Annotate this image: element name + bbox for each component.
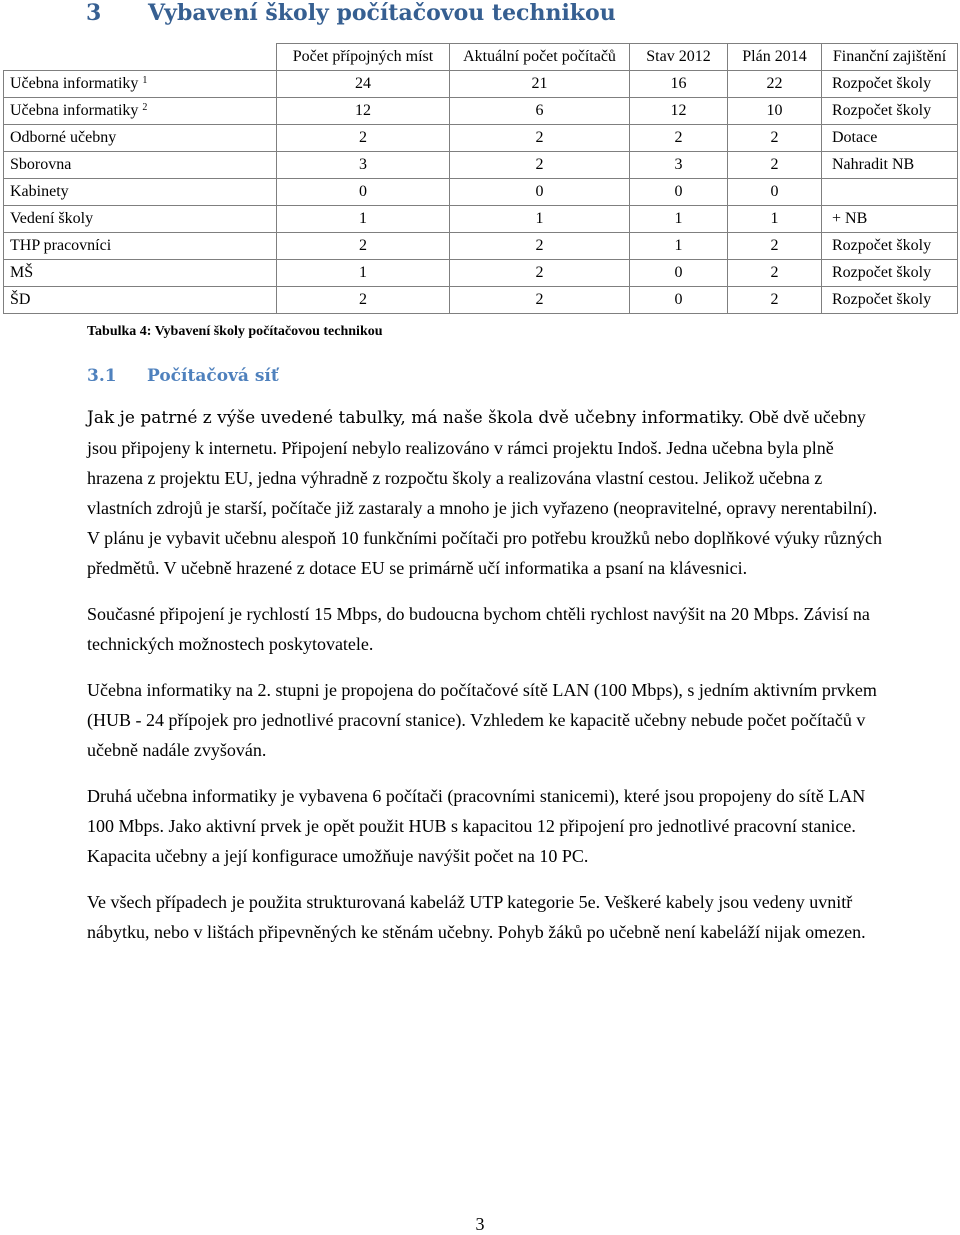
paragraph: Současné připojení je rychlostí 15 Mbps, do budoucna bychom chtěli rychlost navýšit na 20 Mbps. Závisí na technických možnostech poskytovatele.	[87, 604, 870, 654]
row-label	[4, 260, 277, 287]
table-cell: 2	[450, 260, 630, 287]
table-cell: 0	[630, 260, 728, 287]
paragraph-rest: Obě dvě učebny jsou připojeny k internetu. Připojení nebylo realizováno v rámci projektu Indoš. Jedna učebna byla plně hrazena z projektu EU, jedna výhradně z rozpočtu školy a realizována vlastní cestou. Jelikož učebna z vlastních zdrojů je starší, počítače již zastaraly a mnoho je jich vyřazeno (neopravitelné, opravy nerentabilní). V plánu je vybavit učebnu alespoň 10 funkčními počítači pro potřebu kroužků nebo doplňkové výuky různých předmětů. V učebně hrazené z dotace EU se primárně učí informatika a psaní na klávesnici.	[87, 407, 882, 578]
row-label-text: Kabinety	[10, 183, 69, 200]
table-row	[4, 179, 958, 206]
table-row	[4, 71, 958, 98]
table-row	[4, 98, 958, 125]
row-label-text: MŠ	[10, 264, 34, 281]
row-label-text: Sborovna	[10, 156, 72, 173]
table-row	[4, 287, 958, 314]
table-cell: 2	[630, 125, 728, 152]
chapter-heading	[86, 0, 616, 26]
row-label-text: THP pracovníci	[10, 237, 112, 254]
table-cell: 1	[277, 206, 450, 233]
table-cell: 0	[450, 179, 630, 206]
table-cell: 2	[728, 233, 822, 260]
column-header: Plán 2014	[728, 44, 822, 71]
table-cell: 2	[277, 233, 450, 260]
financing-cell	[822, 179, 958, 206]
table-cell: 6	[450, 98, 630, 125]
table-cell: 1	[728, 206, 822, 233]
table-cell: 24	[277, 71, 450, 98]
paragraph	[87, 402, 887, 583]
paragraph: Ve všech případech je použita strukturovaná kabeláž UTP kategorie 5e. Veškeré kabely jsou vedeny uvnitř nábytku, nebo v lištách připevněných ke stěnám učebny. Pohyb žáků po učebně není kabeláží nijak omezen.	[87, 892, 866, 942]
table-cell: 2	[728, 152, 822, 179]
paragraph-lead: Jak je patrné z výše uvedené tabulky, má naše škola dvě učebny informatiky.	[87, 408, 745, 428]
table-row	[4, 152, 958, 179]
table-caption: Tabulka 4: Vybavení školy počítačovou technikou	[87, 324, 383, 339]
table-cell: 1	[630, 233, 728, 260]
table-cell: 22	[728, 71, 822, 98]
row-label	[4, 152, 277, 179]
table-cell: 2	[728, 287, 822, 314]
table-header-row	[4, 44, 958, 71]
table-cell: 2	[450, 233, 630, 260]
row-label	[4, 287, 277, 314]
row-label	[4, 206, 277, 233]
financing-cell: Nahradit NB	[822, 152, 958, 179]
financing-cell: Rozpočet školy	[822, 287, 958, 314]
table-cell: 0	[630, 179, 728, 206]
row-label	[4, 98, 277, 125]
table-cell: 12	[277, 98, 450, 125]
table-cell: 1	[277, 260, 450, 287]
table-cell: 1	[450, 206, 630, 233]
financing-cell: Dotace	[822, 125, 958, 152]
section-title: Počítačová síť	[147, 366, 279, 386]
table-cell: 1	[630, 206, 728, 233]
table-cell: 0	[728, 179, 822, 206]
financing-cell: Rozpočet školy	[822, 98, 958, 125]
table-cell: 2	[728, 260, 822, 287]
row-label-text: Odborné učebny	[10, 129, 117, 146]
column-header: Stav 2012	[630, 44, 728, 71]
financing-cell: Rozpočet školy	[822, 71, 958, 98]
table-cell: 10	[728, 98, 822, 125]
column-header: Počet přípojných míst	[277, 44, 450, 71]
row-label-text: Učebna informatiky	[10, 75, 139, 92]
chapter-title: Vybavení školy počítačovou technikou	[148, 0, 616, 26]
table-cell: 2	[450, 125, 630, 152]
table-cell: 12	[630, 98, 728, 125]
paragraph: Učebna informatiky na 2. stupni je propojena do počítačové sítě LAN (100 Mbps), s jedním aktivním prvkem (HUB - 24 přípojek pro jednotlivé pracovní stanice). Vzhledem ke kapacitě učebny nebude počet počítačů v učebně nadále zvyšován.	[87, 680, 877, 760]
row-label-text: Vedení školy	[10, 210, 94, 227]
row-label	[4, 233, 277, 260]
financing-cell: Rozpočet školy	[822, 260, 958, 287]
table-cell: 21	[450, 71, 630, 98]
table-cell: 3	[630, 152, 728, 179]
row-label	[4, 71, 277, 98]
row-label	[4, 125, 277, 152]
column-header: Aktuální počet počítačů	[450, 44, 630, 71]
table-row	[4, 233, 958, 260]
table-cell: 0	[630, 287, 728, 314]
table-corner	[4, 44, 277, 71]
column-header: Finanční zajištění	[822, 44, 958, 71]
table-row	[4, 125, 958, 152]
section-heading	[87, 366, 279, 386]
table-cell: 2	[728, 125, 822, 152]
table-cell: 16	[630, 71, 728, 98]
table-cell: 0	[277, 179, 450, 206]
footnote-marker: 2	[142, 102, 148, 113]
table-cell: 2	[450, 152, 630, 179]
row-label	[4, 179, 277, 206]
section-number: 3.1	[87, 366, 117, 386]
table-row	[4, 206, 958, 233]
financing-cell: + NB	[822, 206, 958, 233]
page-number: 3	[475, 1214, 485, 1234]
table-row	[4, 260, 958, 287]
chapter-number: 3	[86, 0, 102, 26]
row-label-text: Učebna informatiky	[10, 102, 139, 119]
financing-cell: Rozpočet školy	[822, 233, 958, 260]
body-text	[87, 402, 887, 963]
table-cell: 2	[277, 125, 450, 152]
table-cell: 3	[277, 152, 450, 179]
table-cell: 2	[277, 287, 450, 314]
paragraph: Druhá učebna informatiky je vybavena 6 počítači (pracovními stanicemi), které jsou propojeny do sítě LAN 100 Mbps. Jako aktivní prvek je opět použit HUB s kapacitou 12 připojení pro jednotlivé pracovní stanice. Kapacita učebny a její konfigurace umožňuje navýšit počet na 10 PC.	[87, 786, 866, 866]
footnote-marker: 1	[142, 75, 148, 86]
equipment-table	[3, 43, 958, 314]
table-cell: 2	[450, 287, 630, 314]
row-label-text: ŠD	[10, 291, 31, 308]
